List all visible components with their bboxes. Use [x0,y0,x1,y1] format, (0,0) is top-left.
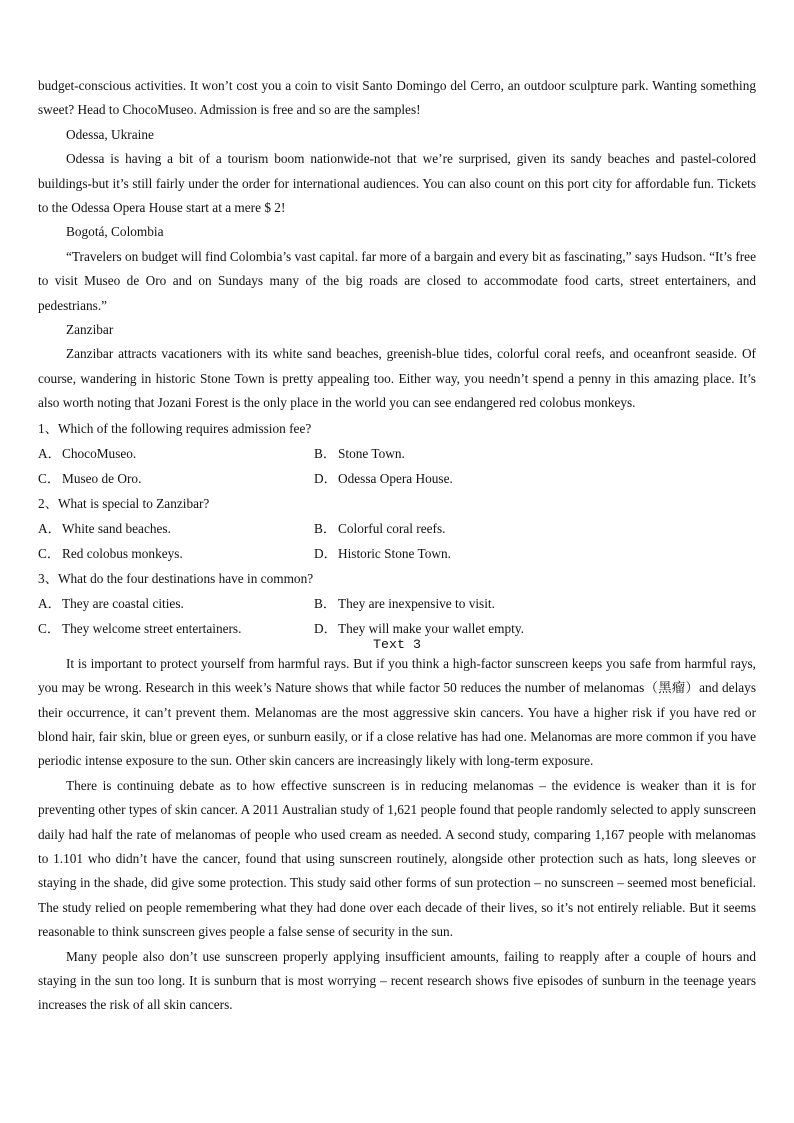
options-row [38,541,756,566]
place-heading: Odessa, Ukraine [66,126,154,142]
options-row [38,441,756,466]
text3-paragraph-3: Many people also don’t use sunscreen properly applying insufficient amounts, failing to reapply after a couple of hours and staying in the sun too long. It is sunburn that is most worrying – recent research shows five episodes of sunburn in the teenage years increases the risk of all skin cancers. [38,948,756,1013]
section-zanzibar [38,318,756,416]
option-text: Stone Town. [338,445,405,461]
question-2 [38,491,756,566]
option-a[interactable] [38,591,314,616]
question-stem [38,491,756,516]
option-c[interactable] [38,616,314,641]
section-bogota [38,220,756,318]
question-stem [38,416,756,441]
option-text: Historic Stone Town. [338,545,451,561]
option-d[interactable] [314,466,590,491]
options-row [38,591,756,616]
place-heading: Bogotá, Colombia [66,224,164,240]
option-c[interactable] [38,541,314,566]
question-text: What is special to Zanzibar? [57,495,210,511]
question-number: 3、 [38,570,58,586]
option-letter: D． [314,545,337,561]
question-1 [38,416,756,491]
option-a[interactable] [38,441,314,466]
question-text: What do the four destinations have in common? [57,570,314,586]
option-text: They are coastal cities. [62,595,184,611]
option-letter: B． [314,445,337,461]
option-text: Museo de Oro. [62,470,142,486]
option-text: Colorful coral reefs. [338,520,446,536]
options-row [38,516,756,541]
text3-paragraph-1: It is important to protect yourself from harmful rays. But if you think a high-factor sunscreen keeps you safe from harmful rays, you may be wrong. Research in this week’s Nature shows that while factor 50 reduces the number of melanomas（黑瘤）and delays their occurrence, it can’t prevent them. Melanomas are the most aggressive skin cancers. You have a higher risk if you have red or blond hair, fair skin, blue or green eyes, or sunburn easily, or if a close relative has had one. Melanomas are more common if you have periodic intense exposure to the sun. Other skin cancers are increasingly likely with long-term exposure. [38,655,756,769]
place-heading: Zanzibar [66,322,114,338]
option-letter: A． [38,520,61,536]
option-b[interactable] [314,591,590,616]
option-d[interactable] [314,616,590,641]
text3-paragraph-2: There is continuing debate as to how effective sunscreen is in reducing melanomas – the evidence is weaker than it is for preventing other types of skin cancer. A 2011 Australian study of 1,621 people found that people randomly selected to apply sunscreen daily had half the rate of melanomas of people who used cream as needed. A second study, comparing 1,167 people with melanomas to 1.101 who didn’t have the cancer, found that using sunscreen routinely, alongside other protection such as hats, long sleeves or staying in the shade, did give some protection. This study said other forms of sun protection – no sunscreen – seemed most beneficial. The study relied on people remembering what they had done over each decade of their lives, so it’s not entirely reliable. But it seems reasonable to think sunscreen gives people a false sense of security in the sun. [38,777,756,940]
document-page [38,74,756,1018]
option-text: White sand beaches. [62,520,171,536]
option-text: ChocoMuseo. [62,445,137,461]
place-body: “Travelers on budget will find Colombia’s vast capital. far more of a bargain and every bit as fascinating,” says Hudson. “It’s free to visit Museo de Oro and on Sundays many of the big roads are closed to accommodate food carts, street entertainers, and pedestrians.” [38,248,756,313]
section-title-text3: Text 3 [373,636,421,652]
option-text: Red colobus monkeys. [62,545,183,561]
place-body: Zanzibar attracts vacationers with its white sand beaches, greenish-blue tides, colorful coral reefs, and oceanfront seaside. Of course, wandering in historic Stone Town is pretty appealing too. Either way, you needn’t spend a penny in this amazing place. It’s also worth noting that Jozani Forest is the only place in the world you can see endangered red colobus monkeys. [38,346,756,411]
option-text: Odessa Opera House. [338,470,453,486]
option-letter: C． [38,545,61,561]
option-letter: B． [314,520,337,536]
intro-continuation: budget-conscious activities. It won’t cost you a coin to visit Santo Domingo del Cerro, an outdoor sculpture park. Wanting something sweet? Head to ChocoMuseo. Admission is free and so are the samples! [38,78,756,118]
question-text: Which of the following requires admission fee? [57,420,312,436]
option-c[interactable] [38,466,314,491]
option-letter: A． [38,445,61,461]
option-text: They will make your wallet empty. [338,620,524,636]
section-odessa [38,123,756,221]
options-row [38,466,756,491]
option-letter: B． [314,595,337,611]
option-text: They welcome street entertainers. [62,620,242,636]
option-text: They are inexpensive to visit. [338,595,495,611]
question-stem [38,566,756,591]
place-body: Odessa is having a bit of a tourism boom nationwide-not that we’re surprised, given its sandy beaches and pastel-colored buildings-but it’s still fairly under the order for international audiences. You can also count on this port city for affordable fun. Tickets to the Odessa Opera House start at a mere $ 2! [38,151,756,216]
option-b[interactable] [314,516,590,541]
option-letter: D． [314,470,337,486]
question-number: 2、 [38,495,58,511]
option-b[interactable] [314,441,590,466]
option-d[interactable] [314,541,590,566]
option-letter: A． [38,595,61,611]
option-letter: D． [314,620,337,636]
option-letter: C． [38,620,61,636]
option-letter: C． [38,470,61,486]
question-number: 1、 [38,420,58,436]
question-3 [38,566,756,641]
option-a[interactable] [38,516,314,541]
